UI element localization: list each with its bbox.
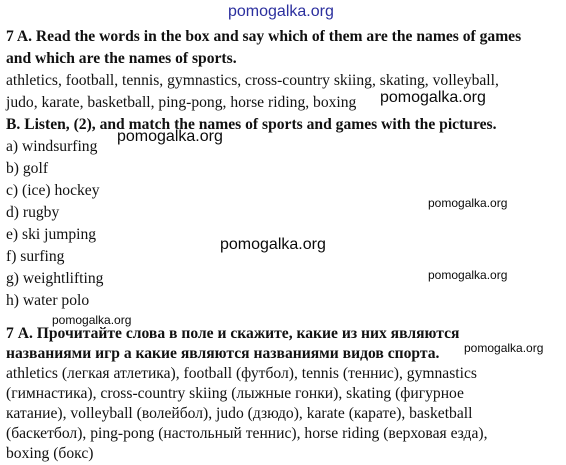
translation-heading-line1: 7 А. Прочитайте слова в поле и скажите, какие из них являются bbox=[6, 325, 460, 342]
exercise-a-heading-line2: and which are the names of sports. bbox=[6, 50, 237, 67]
list-item-d: d) rugby bbox=[6, 204, 60, 221]
exercise-a-heading-line1: 7 A. Read the words in the box and say which of them are the names of games bbox=[6, 28, 522, 45]
exercise-a-words-line2: judo, karate, basketball, ping-pong, horse riding, boxing bbox=[6, 94, 357, 111]
translation-heading-line2: названиями игр а какие являются названиями видов спорта. bbox=[6, 345, 440, 362]
translation-body-line1: athletics (легкая атлетика), football (футбол), tennis (теннис), gymnastics bbox=[6, 365, 477, 382]
list-item-g: g) weightlifting bbox=[6, 270, 104, 287]
list-item-e: e) ski jumping bbox=[6, 226, 97, 243]
watermark-right-of-a: pomogalka.org bbox=[117, 128, 223, 145]
watermark-after-list: pomogalka.org bbox=[380, 89, 486, 106]
list-item-h: h) water polo bbox=[6, 292, 90, 309]
watermark-below-h: pomogalka.org bbox=[52, 313, 132, 327]
translation-body-line2: (гимнастика), cross-country skiing (лыжные гонки), skating (фигурное bbox=[6, 385, 464, 402]
list-item-f: f) surfing bbox=[6, 248, 65, 265]
translation-body-line3: катание), volleyball (волейбол), judo (дзюдо), karate (карате), basketball bbox=[6, 405, 473, 422]
translation-body-line5: boxing (бокс) bbox=[6, 445, 94, 462]
list-item-b: b) golf bbox=[6, 160, 49, 177]
exercise-a-words-line1: athletics, football, tennis, gymnastics, cross-country skiing, skating, volleyball, bbox=[6, 72, 499, 89]
list-item-a: a) windsurfing bbox=[6, 138, 98, 155]
watermark-right-of-translation: pomogalka.org bbox=[464, 341, 544, 355]
exercise-b-heading: B. Listen, (2), and match the names of sports and games with the pictures. bbox=[6, 116, 497, 133]
watermark-right-of-d: pomogalka.org bbox=[428, 196, 508, 210]
watermark-right-of-g: pomogalka.org bbox=[428, 268, 508, 282]
watermark-center: pomogalka.org bbox=[220, 236, 326, 253]
watermark-top: pomogalka.org bbox=[228, 3, 334, 20]
list-item-c: c) (ice) hockey bbox=[6, 182, 100, 199]
translation-body-line4: (баскетбол), ping-pong (настольный теннис), horse riding (верховая езда), bbox=[6, 425, 488, 442]
